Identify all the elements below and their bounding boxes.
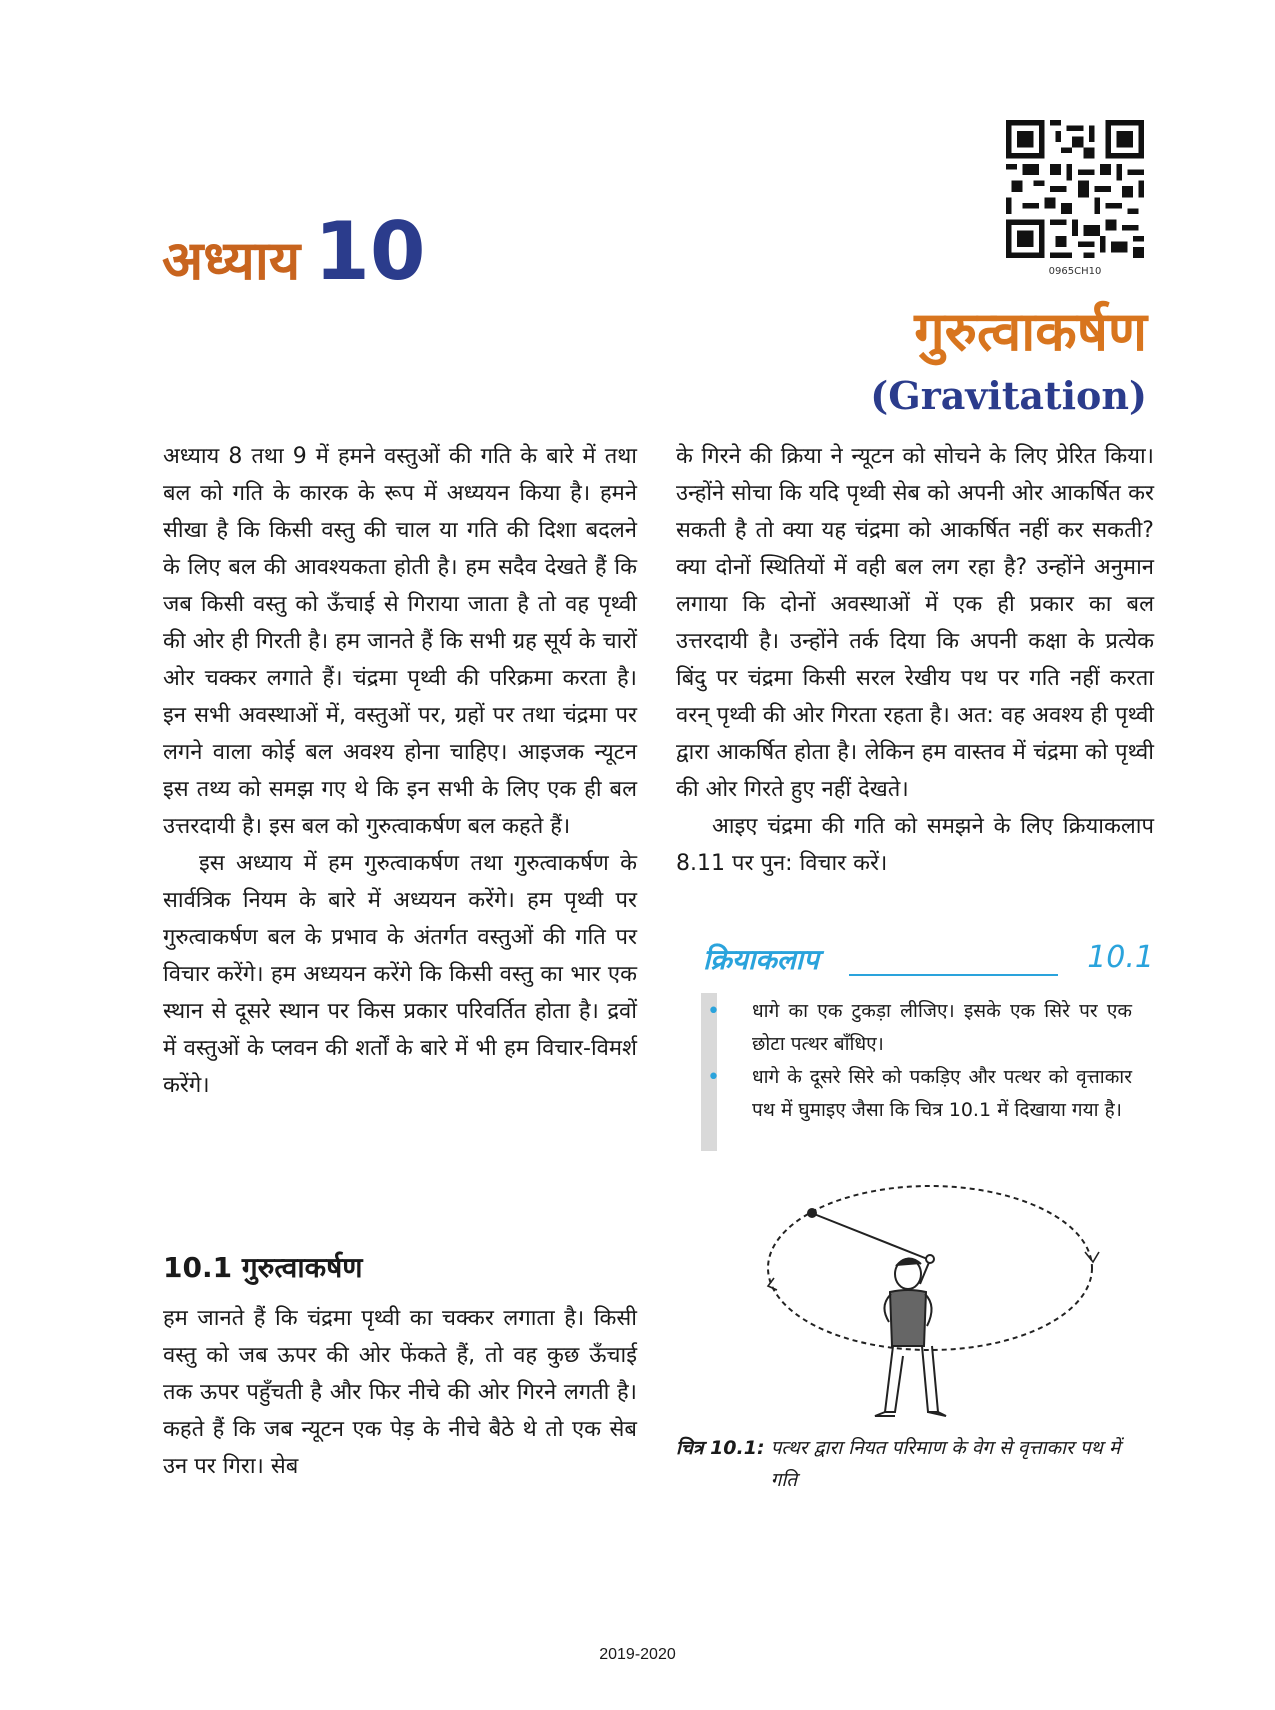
- activity-number: 10.1: [1087, 940, 1154, 975]
- paragraph: आइए चंद्रमा की गति को समझने के लिए क्रियाकलाप 8.11 पर पुन: विचार करें।: [676, 814, 1154, 876]
- activity-heading: [703, 940, 1154, 980]
- bullet-icon: •: [707, 999, 720, 1024]
- figure-caption: [676, 1432, 1154, 1496]
- boy-icon: [875, 1255, 946, 1416]
- section-body: [163, 1300, 637, 1485]
- string-line: [814, 1214, 930, 1260]
- paragraph: इस अध्याय में हम गुरुत्वाकर्षण तथा गुरुत्वाकर्षण के सार्वत्रिक नियम के बारे में अध्ययन करेंगे। हम पृथ्वी पर गुरुत्वाकर्षण बल के प्रभाव के अंतर्गत वस्तुओं की गति पर विचार करेंगे। हम अध्ययन करेंगे कि किसी वस्तु का भार एक स्थान से दूसरे स्थान पर किस प्रकार परिवर्तित होता है। द्रवों में वस्तुओं के प्लवन की शर्तों के बारे में भी हम विचार-विमर्श करेंगे।: [163, 851, 637, 1098]
- page-footer-year: 2019-2020: [599, 1646, 676, 1663]
- arrow-right-icon: [1085, 1252, 1099, 1262]
- paragraph: के गिरने की क्रिया ने न्यूटन को सोचने के लिए प्रेरित किया। उन्होंने सोचा कि यदि पृथ्वी सेब को अपनी ओर आकर्षित कर सकती है तो क्या यह चंद्रमा को आकर्षित नहीं कर सकती? क्या दोनों स्थितियों में वही बल लग रहा है? उन्होंने अनुमान लगाया कि दोनों अवस्थाओं में एक ही प्रकार का बल उत्तरदायी है। उन्होंने तर्क दिया कि अपनी कक्षा के प्रत्येक बिंदु पर चंद्रमा किसी सरल रेखीय पथ पर गति नहीं करता वरन् पृथ्वी की ओर गिरता रहता है। अत: वह अवश्य ही पृथ्वी द्वारा आकर्षित होता है। लेकिन हम वास्तव में चंद्रमा को पृथ्वी की ओर गिरते हुए नहीं देखते।: [676, 444, 1154, 802]
- left-column: [163, 438, 637, 1104]
- list-item: [702, 1061, 1132, 1127]
- list-item-text: धागे का एक टुकड़ा लीजिए। इसके एक सिरे पर एक छोटा पत्थर बाँधिए।: [752, 1000, 1132, 1055]
- qr-caption: 0965CH10: [1048, 266, 1102, 277]
- chapter-title-hindi: गुरुत्वाकर्षण: [914, 300, 1147, 363]
- activity-label: क्रियाकलाप: [703, 943, 819, 976]
- caption-text: पत्थर द्वारा नियत परिमाण के वेग से वृत्ताकार पथ में गति: [770, 1437, 1121, 1491]
- circular-path: [768, 1186, 1092, 1350]
- chapter-word: अध्याय: [162, 229, 301, 292]
- qr-code-icon[interactable]: [1006, 120, 1144, 258]
- caption-label: चित्र 10.1:: [676, 1437, 765, 1459]
- paragraph: अध्याय 8 तथा 9 में हमने वस्तुओं की गति के बारे में तथा बल को गति के कारक के रूप में अध्ययन किया है। हमने सीखा है कि किसी वस्तु की चाल या गति की दिशा बदलने के लिए बल की आवश्यकता होती है। हम सदैव देखते हैं कि जब किसी वस्तु को ऊँचाई से गिराया जाता है तो वह पृथ्वी की ओर ही गिरती है। हम जानते हैं कि सभी ग्रह सूर्य के चारों ओर चक्कर लगाते हैं। चंद्रमा पृथ्वी की परिक्रमा करता है। इन सभी अवस्थाओं में, वस्तुओं पर, ग्रहों पर तथा चंद्रमा पर लगने वाला कोई बल अवश्य होना चाहिए। आइजक न्यूटन इस तथ्य को समझ गए थे कि इन सभी के लिए एक ही बल उत्तरदायी है। इस बल को गुरुत्वाकर्षण बल कहते हैं।: [163, 444, 637, 839]
- stone-icon: [807, 1208, 817, 1218]
- paragraph: हम जानते हैं कि चंद्रमा पृथ्वी का चक्कर लगाता है। किसी वस्तु को जब ऊपर की ओर फेंकते हैं, तो वह कुछ ऊँचाई तक ऊपर पहुँचती है और फिर नीचे की ओर गिरने लगती है। कहते हैं कि जब न्यूटन एक पेड़ के नीचे बैठे थे तो एक सेब उन पर गिरा। सेब: [163, 1306, 637, 1479]
- section-heading: 10.1 गुरुत्वाकर्षण: [163, 1251, 363, 1284]
- whirling-stone-figure: [760, 1170, 1110, 1420]
- bullet-icon: •: [707, 1065, 720, 1090]
- list-item: [702, 995, 1132, 1061]
- list-item-text: धागे के दूसरे सिरे को पकड़िए और पत्थर को वृत्ताकार पथ में घुमाइए जैसा कि चित्र 10.1 में दिखाया गया है।: [752, 1066, 1132, 1121]
- chapter-title-english: (Gravitation): [870, 373, 1147, 418]
- activity-rule: [849, 974, 1058, 976]
- right-column: [676, 438, 1154, 882]
- chapter-heading: [162, 205, 426, 298]
- chapter-number: 10: [314, 205, 426, 298]
- activity-list: [702, 995, 1132, 1127]
